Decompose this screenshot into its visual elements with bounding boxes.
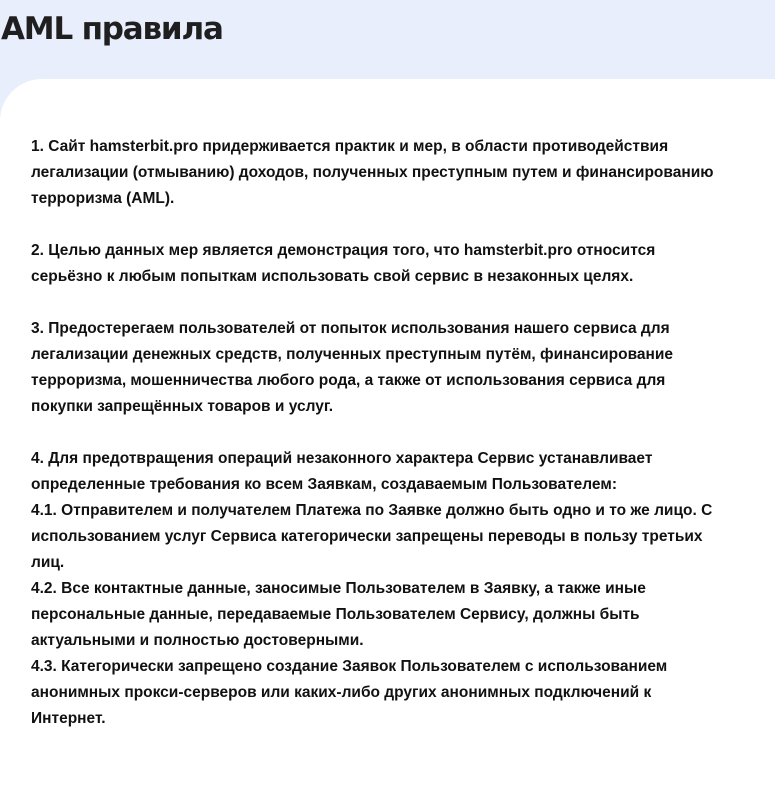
text-line: легализации (отмыванию) доходов, полученных преступным путем и финансированию <box>31 164 714 181</box>
text-line: использованием услуг Сервиса категорически запрещены переводы в пользу третьих <box>31 528 703 545</box>
rule-paragraph-4 <box>31 446 766 732</box>
text-line: покупки запрещённых товаров и услуг. <box>31 398 334 415</box>
text-line: 4. Для предотвращения операций незаконного характера Сервис устанавливает <box>31 450 653 467</box>
rules-text <box>31 134 766 758</box>
text-line: 4.2. Все контактные данные, заносимые Пользователем в Заявку, а также иные <box>31 580 646 597</box>
text-line: анонимных прокси-серверов или каких-либо других анонимных подключений к <box>31 684 652 701</box>
text-line: лиц. <box>31 554 65 571</box>
text-line: 1. Сайт hamsterbit.pro придерживается практик и мер, в области противодействия <box>31 138 669 155</box>
text-line: терроризма, мошенничества любого рода, а также от использования сервиса для <box>31 372 666 389</box>
text-line: 3. Предостерегаем пользователей от попыток использования нашего сервиса для <box>31 320 670 337</box>
text-line: персональные данные, передаваемые Пользователем Сервису, должны быть <box>31 606 640 623</box>
text-line: терроризма (AML). <box>31 190 175 207</box>
text-line: актуальными и полностью достоверными. <box>31 632 364 649</box>
rule-paragraph-2 <box>31 238 766 290</box>
rule-paragraph-1 <box>31 134 766 212</box>
text-line: Интернет. <box>31 710 106 727</box>
text-line: серьёзно к любым попыткам использовать свой сервис в незаконных целях. <box>31 268 634 285</box>
page-title: AML правила <box>1 11 223 47</box>
rule-paragraph-3 <box>31 316 766 420</box>
text-line: 4.3. Категорически запрещено создание Заявок Пользователем с использованием <box>31 658 668 675</box>
text-line: 4.1. Отправителем и получателем Платежа по Заявке должно быть одно и то же лицо. С <box>31 502 713 519</box>
text-line: легализации денежных средств, полученных преступным путём, финансирование <box>31 346 674 363</box>
text-line: определенные требования ко всем Заявкам, создаваемым Пользователем: <box>31 476 617 493</box>
text-line: 2. Целью данных мер является демонстрация того, что hamsterbit.pro относится <box>31 242 656 259</box>
